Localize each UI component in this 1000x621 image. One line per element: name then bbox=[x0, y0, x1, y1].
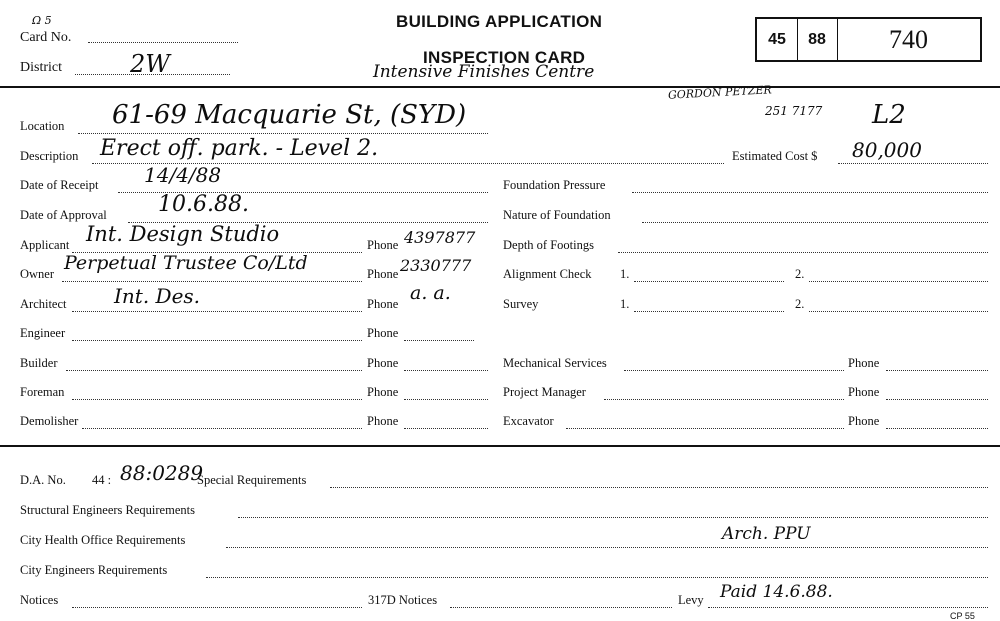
form-code: CP 55 bbox=[950, 611, 975, 621]
mechanical-services-label: Mechanical Services bbox=[503, 356, 607, 370]
card-no-mark: Ω 5 bbox=[32, 14, 52, 27]
owner-value: Perpetual Trustee Co/Ltd bbox=[64, 252, 308, 274]
card-title-line2: INSPECTION CARD bbox=[423, 48, 586, 67]
builder-label: Builder bbox=[20, 356, 58, 370]
mechanical-phone-label: Phone bbox=[848, 356, 880, 370]
builder-line bbox=[66, 370, 362, 371]
builder-phone-line bbox=[404, 370, 488, 371]
architect-phone-label: Phone bbox=[367, 297, 399, 311]
engineer-label: Engineer bbox=[20, 326, 66, 340]
notices-317d-label: 317D Notices bbox=[368, 593, 438, 607]
architect-line bbox=[72, 311, 362, 312]
date-approval-value: 10.6.88. bbox=[158, 192, 249, 217]
da-no-prefix: 44 : bbox=[92, 473, 112, 487]
survey-2-line bbox=[809, 311, 988, 312]
card-no-label: Card No. bbox=[20, 30, 72, 45]
foreman-label: Foreman bbox=[20, 385, 65, 399]
survey-1-line bbox=[634, 311, 784, 312]
project-manager-label: Project Manager bbox=[503, 385, 586, 399]
city-engineers-line bbox=[206, 577, 988, 578]
notices-label: Notices bbox=[20, 593, 59, 607]
owner-label: Owner bbox=[20, 267, 55, 281]
card-number: 740 bbox=[889, 24, 928, 54]
da-no-label: D.A. No. bbox=[20, 473, 66, 487]
demolisher-line bbox=[82, 428, 362, 429]
section-divider bbox=[0, 445, 1000, 447]
nature-foundation-line bbox=[642, 222, 988, 223]
foreman-line bbox=[72, 399, 362, 400]
location-value: 61-69 Macquarie St, (SYD) bbox=[112, 100, 467, 130]
depth-footings-label: Depth of Footings bbox=[503, 238, 594, 252]
mechanical-services-line bbox=[624, 370, 844, 371]
location-line bbox=[78, 133, 488, 134]
city-engineers-label: City Engineers Requirements bbox=[20, 563, 168, 577]
engineer-line bbox=[72, 340, 362, 341]
date-receipt-value: 14/4/88 bbox=[144, 163, 222, 187]
architect-value: Int. Des. bbox=[114, 284, 201, 308]
alignment-check-2-line bbox=[809, 281, 988, 282]
engineer-phone-label: Phone bbox=[367, 326, 399, 340]
foundation-pressure-line bbox=[632, 192, 988, 193]
excavator-phone-line bbox=[886, 428, 988, 429]
alignment-check-label: Alignment Check bbox=[503, 267, 592, 281]
applicant-phone-label: Phone bbox=[367, 238, 399, 252]
da-no-value: 88:0289 bbox=[120, 461, 204, 485]
date-receipt-label: Date of Receipt bbox=[20, 178, 99, 192]
demolisher-label: Demolisher bbox=[20, 414, 79, 428]
foreman-phone-label: Phone bbox=[367, 385, 399, 399]
survey-2: 2. bbox=[795, 297, 805, 311]
owner-phone-value: 2330777 bbox=[400, 256, 472, 275]
demolisher-phone-line bbox=[404, 428, 488, 429]
survey-1: 1. bbox=[620, 297, 630, 311]
applicant-label: Applicant bbox=[20, 238, 70, 252]
district-label: District bbox=[20, 60, 62, 75]
health-requirements-value: Arch. PPU bbox=[722, 524, 811, 544]
estimated-cost-line bbox=[838, 163, 988, 164]
project-manager-phone-line bbox=[886, 399, 988, 400]
special-requirements-label: Special Requirements bbox=[197, 473, 307, 487]
corner-note-name: GORDON PETZER bbox=[667, 83, 773, 102]
foreman-phone-line bbox=[404, 399, 488, 400]
applicant-phone-value: 4397877 bbox=[404, 228, 476, 247]
alignment-check-1-line bbox=[634, 281, 784, 282]
estimated-cost-label: Estimated Cost $ bbox=[732, 149, 818, 163]
header-divider bbox=[0, 86, 1000, 88]
location-label: Location bbox=[20, 119, 65, 133]
card-number-box-b: 88 bbox=[797, 19, 838, 60]
description-label: Description bbox=[20, 149, 79, 163]
owner-line bbox=[62, 281, 362, 282]
date-approval-label: Date of Approval bbox=[20, 208, 107, 222]
corner-note-code: L2 bbox=[872, 100, 906, 130]
levy-label: Levy bbox=[678, 593, 704, 607]
card-title-line1: BUILDING APPLICATION bbox=[396, 12, 603, 31]
excavator-label: Excavator bbox=[503, 414, 554, 428]
estimated-cost-value: 80,000 bbox=[852, 138, 922, 162]
levy-line bbox=[708, 607, 988, 608]
special-requirements-line bbox=[330, 487, 988, 488]
structural-requirements-label: Structural Engineers Requirements bbox=[20, 503, 195, 517]
foundation-pressure-label: Foundation Pressure bbox=[503, 178, 606, 192]
project-manager-line bbox=[604, 399, 844, 400]
alignment-check-1: 1. bbox=[620, 267, 630, 281]
inspection-note: Intensive Finishes Centre bbox=[373, 62, 595, 82]
card-number-box-a: 45 bbox=[757, 19, 798, 60]
nature-foundation-label: Nature of Foundation bbox=[503, 208, 611, 222]
architect-phone-value: a. a. bbox=[410, 282, 451, 304]
notices-317d-line bbox=[450, 607, 672, 608]
project-manager-phone-label: Phone bbox=[848, 385, 880, 399]
excavator-line bbox=[566, 428, 844, 429]
architect-label: Architect bbox=[20, 297, 67, 311]
depth-footings-line bbox=[618, 252, 988, 253]
card-no-line bbox=[88, 42, 238, 43]
owner-phone-label: Phone bbox=[367, 267, 399, 281]
health-requirements-line bbox=[226, 547, 988, 548]
survey-label: Survey bbox=[503, 297, 539, 311]
notices-line bbox=[72, 607, 362, 608]
health-requirements-label: City Health Office Requirements bbox=[20, 533, 186, 547]
mechanical-phone-line bbox=[886, 370, 988, 371]
demolisher-phone-label: Phone bbox=[367, 414, 399, 428]
builder-phone-label: Phone bbox=[367, 356, 399, 370]
structural-requirements-line bbox=[238, 517, 988, 518]
engineer-phone-line bbox=[404, 340, 474, 341]
excavator-phone-label: Phone bbox=[848, 414, 880, 428]
alignment-check-2: 2. bbox=[795, 267, 805, 281]
district-value: 2W bbox=[130, 50, 170, 78]
applicant-value: Int. Design Studio bbox=[86, 222, 280, 246]
levy-value: Paid 14.6.88. bbox=[720, 582, 833, 602]
card-number-box bbox=[755, 17, 982, 62]
corner-note-phone: 251 7177 bbox=[765, 104, 823, 118]
description-value: Erect off. park. - Level 2. bbox=[100, 136, 379, 161]
